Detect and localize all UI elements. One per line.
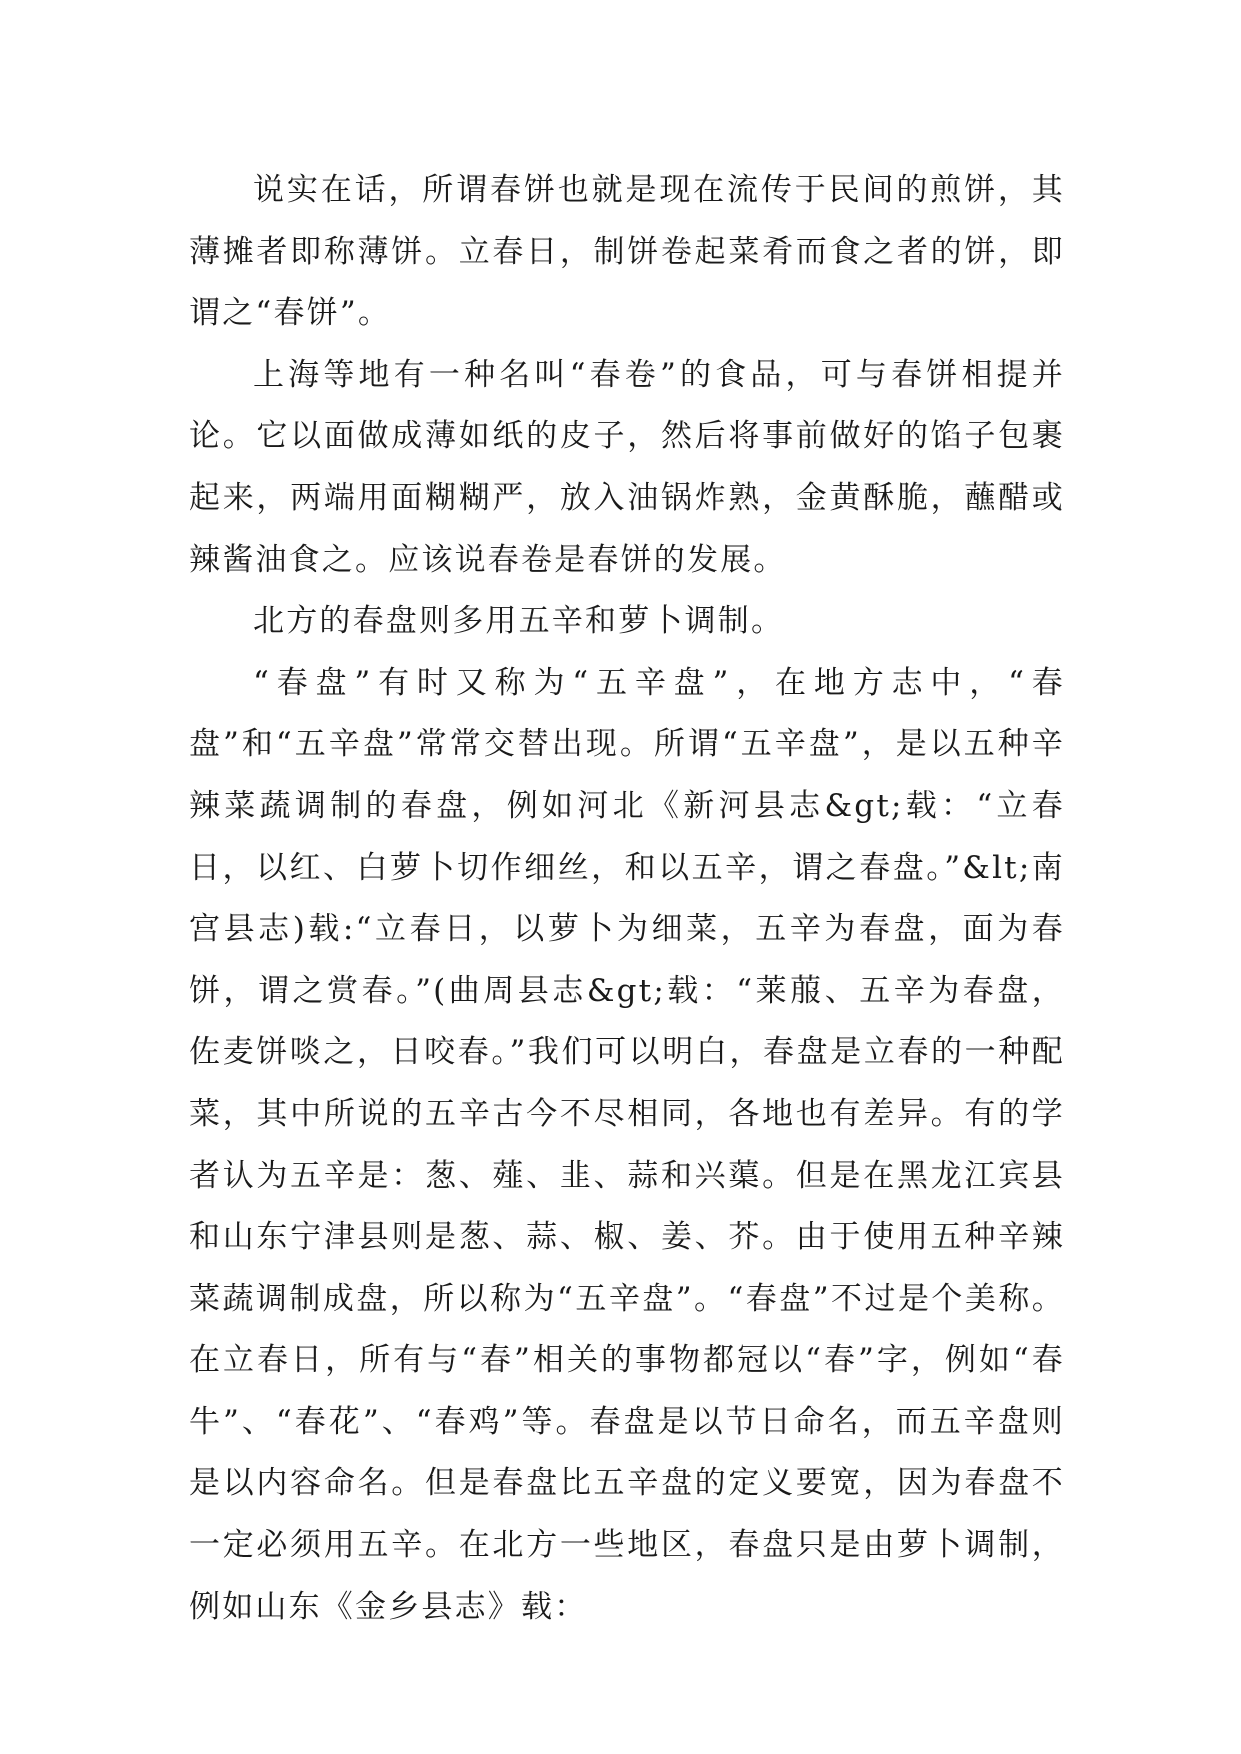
paragraph-five-pungent-plate: “春盘”有时又称为“五辛盘”，在地方志中，“春盘”和“五辛盘”常常交替出现。所谓“五辛盘”，是以五种辛辣菜蔬调制的春盘，例如河北《新河县志&gt;载：“立春日，以红、白萝卜切作细丝，和以五辛，谓之春盘。”&lt;南宫县志)载:“立春日，以萝卜为细菜，五辛为春盘，面为春饼，谓之赏春。”(曲周县志&gt;载：“莱菔、五辛为春盘，佐麦饼啖之，日咬春。”我们可以明白，春盘是立春的一种配菜，其中所说的五辛古今不尽相同，各地也有差异。有的学者认为五辛是：葱、薤、韭、蒜和兴蕖。但是在黑龙江宾县和山东宁津县则是葱、蒜、椒、姜、芥。由于使用五种辛辣菜蔬调制成盘，所以称为“五辛盘”。“春盘”不过是个美称。在立春日，所有与“春”相关的事物都冠以“春”字，例如“春牛”、“春花”、“春鸡”等。春盘是以节日命名，而五辛盘则是以内容命名。但是春盘比五辛盘的定义要宽，因为春盘不一定必须用五辛。在北方一些地区，春盘只是由萝卜调制，例如山东《金乡县志》载： bbox=[189, 664, 1065, 1625]
paragraph-northern-spring-plate: 北方的春盘则多用五辛和萝卜调制。 bbox=[253, 603, 785, 640]
paragraph-spring-roll: 上海等地有一种名叫“春卷”的食品，可与春饼相提并论。它以面做成薄如纸的皮子，然后将事前做好的馅子包裹起来，两端用面糊糊严，放入油锅炸熟，金黄酥脆，蘸醋或辣酱油食之。应该说春卷是春饼的发展。 bbox=[189, 356, 1065, 578]
document-body bbox=[189, 160, 1065, 1638]
paragraph-spring-pancake: 说实在话，所谓春饼也就是现在流传于民间的煎饼，其薄摊者即称薄饼。立春日，制饼卷起菜肴而食之者的饼，即谓之“春饼”。 bbox=[189, 172, 1065, 332]
